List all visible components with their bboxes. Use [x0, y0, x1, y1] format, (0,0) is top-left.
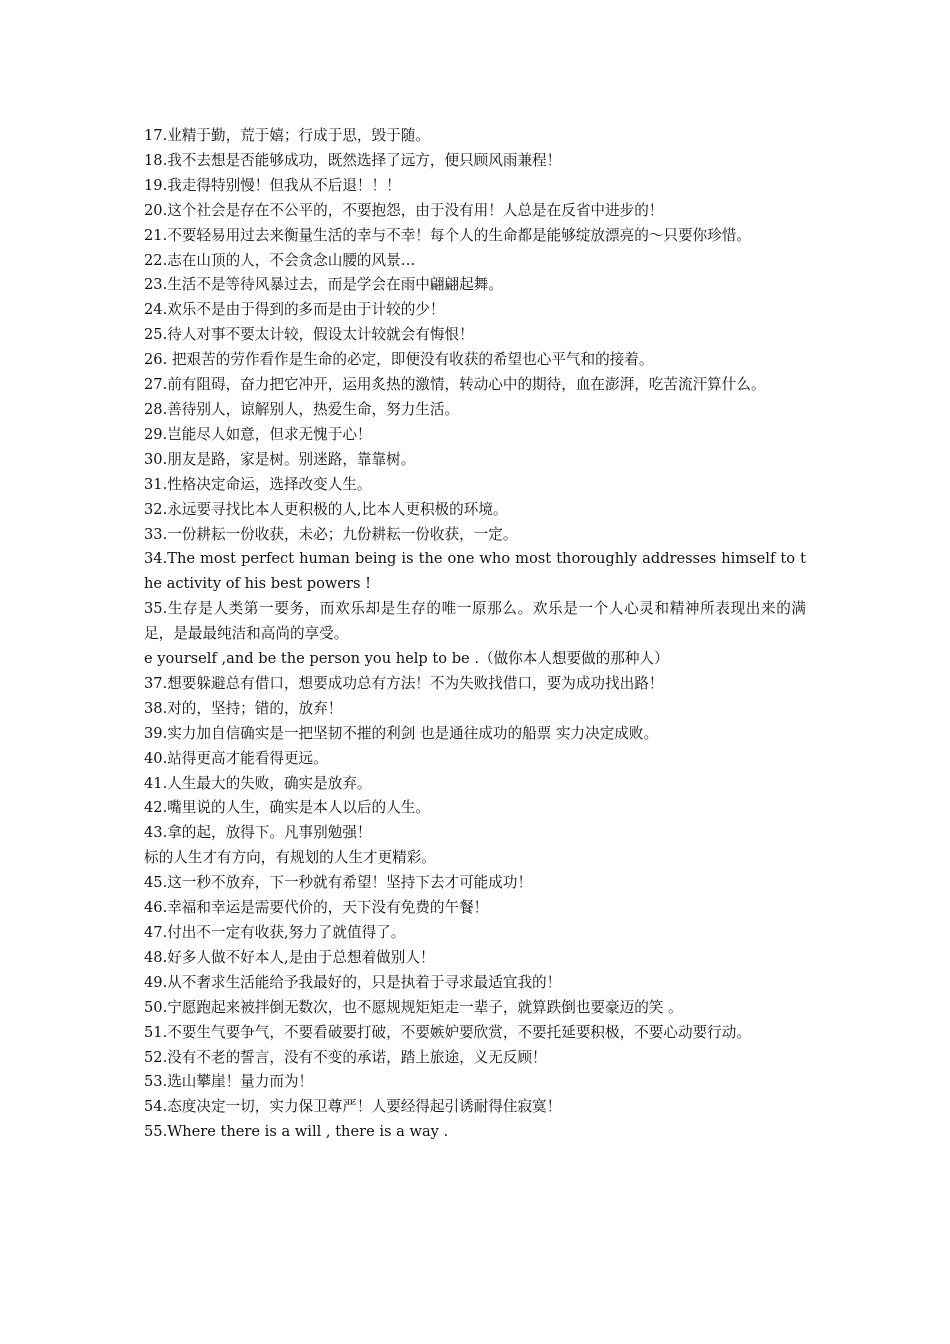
- quote-line-20: 20.这个社会是存在不公平的，不要抱怨，由于没有用！人总是在反省中进步的！: [144, 201, 664, 219]
- quote-line-28: 28.善待别人，谅解别人，热爱生命，努力生活。: [144, 400, 460, 418]
- quote-line-25: 25.待人对事不要太计较，假设太计较就会有悔恨！: [144, 326, 474, 344]
- quote-line-52: 52.没有不老的誓言，没有不变的承诺，踏上旅途，义无反顾！: [144, 1048, 547, 1066]
- quote-line-43: 43.拿的起，放得下。凡事别勉强！: [144, 824, 372, 842]
- quote-line-32: 32.永远要寻找比本人更积极的人,比本人更积极的环境。: [144, 500, 508, 518]
- quote-line-17: 17.业精于勤，荒于嬉；行成于思，毁于随。: [144, 127, 430, 144]
- quote-line-24: 24.欢乐不是由于得到的多而是由于计较的少！: [144, 301, 445, 319]
- quote-line-38: 38.对的，坚持；错的，放弃！: [144, 699, 343, 717]
- quote-line-53: 53.选山攀崖！量力而为！: [144, 1073, 314, 1091]
- quote-line-51: 51.不要生气要争气，不要看破要打破，不要嫉妒要欣赏，不要托延要积极，不要心动要行动。: [144, 1023, 751, 1041]
- quote-line-41: 41.人生最大的失败，确实是放弃。: [144, 774, 372, 792]
- quote-line-39: 39.实力加自信确实是一把坚韧不摧的利剑 也是通往成功的船票 实力决定成败。: [144, 724, 659, 742]
- quote-line-44: 标的人生才有方向，有规划的人生才更精彩。: [144, 849, 436, 867]
- quote-line-29: 29.岂能尽人如意，但求无愧于心！: [144, 425, 372, 443]
- quote-line-21: 21.不要轻易用过去来衡量生活的幸与不幸！每个人的生命都是能够绽放漂亮的～只要你珍惜。: [144, 226, 751, 244]
- quote-line-36: e yourself ,and be the person you help to be .（做你本人想要做的那种人）: [144, 650, 669, 668]
- quote-line-19: 19.我走得特别慢！但我从不后退！！！: [144, 176, 401, 194]
- quote-line-35: 35.生存是人类第一要务，而欢乐却是生存的唯一原那么。欢乐是一个人心灵和精神所表现出来的满足，是最最纯洁和高尚的享受。: [144, 600, 806, 643]
- quote-line-18: 18.我不去想是否能够成功，既然选择了远方，便只顾风雨兼程！: [144, 151, 562, 169]
- quote-line-50: 50.宁愿跑起来被拌倒无数次，也不愿规规矩矩走一辈子，就算跌倒也要豪迈的笑 。: [144, 998, 683, 1016]
- quote-line-54: 54.态度决定一切，实力保卫尊严！人要经得起引诱耐得住寂寞！: [144, 1098, 562, 1116]
- quote-line-49: 49.从不奢求生活能给予我最好的，只是执着于寻求最适宜我的！: [144, 973, 562, 991]
- quote-line-40: 40.站得更高才能看得更远。: [144, 749, 328, 767]
- quote-line-55: 55.Where there is a will , there is a way .: [144, 1123, 449, 1141]
- document-body: [144, 124, 806, 1145]
- quote-line-31: 31.性格决定命运，选择改变人生。: [144, 475, 372, 493]
- quote-line-45: 45.这一秒不放弃，下一秒就有希望！坚持下去才可能成功！: [144, 874, 533, 892]
- quote-line-30: 30.朋友是路，家是树。别迷路，靠靠树。: [144, 450, 416, 468]
- quote-line-33: 33.一份耕耘一份收获，未必；九份耕耘一份收获，一定。: [144, 525, 518, 543]
- quote-line-47: 47.付出不一定有收获,努力了就值得了。: [144, 924, 406, 941]
- quote-line-26: 26. 把艰苦的劳作看作是生命的必定，即便没有收获的希望也心平气和的接着。: [144, 351, 654, 369]
- quote-line-42: 42.嘴里说的人生，确实是本人以后的人生。: [144, 799, 430, 817]
- quote-line-22: 22.志在山顶的人，不会贪念山腰的风景…: [144, 251, 416, 269]
- quote-line-48: 48.好多人做不好本人,是由于总想着做别人！: [144, 948, 435, 966]
- quote-line-34: 34.The most perfect human being is the one who most thoroughly addresses himself to the activity of his best powers !: [144, 550, 806, 593]
- quote-line-37: 37.想要躲避总有借口，想要成功总有方法！不为失败找借口，要为成功找出路！: [144, 674, 664, 692]
- quote-line-46: 46.幸福和幸运是需要代价的，天下没有免费的午餐！: [144, 899, 489, 917]
- quote-line-27: 27.前有阻碍，奋力把它冲开，运用炙热的激情，转动心中的期待，血在澎湃，吃苦流汗算什么。: [144, 376, 766, 394]
- quote-line-23: 23.生活不是等待风暴过去，而是学会在雨中翩翩起舞。: [144, 276, 503, 294]
